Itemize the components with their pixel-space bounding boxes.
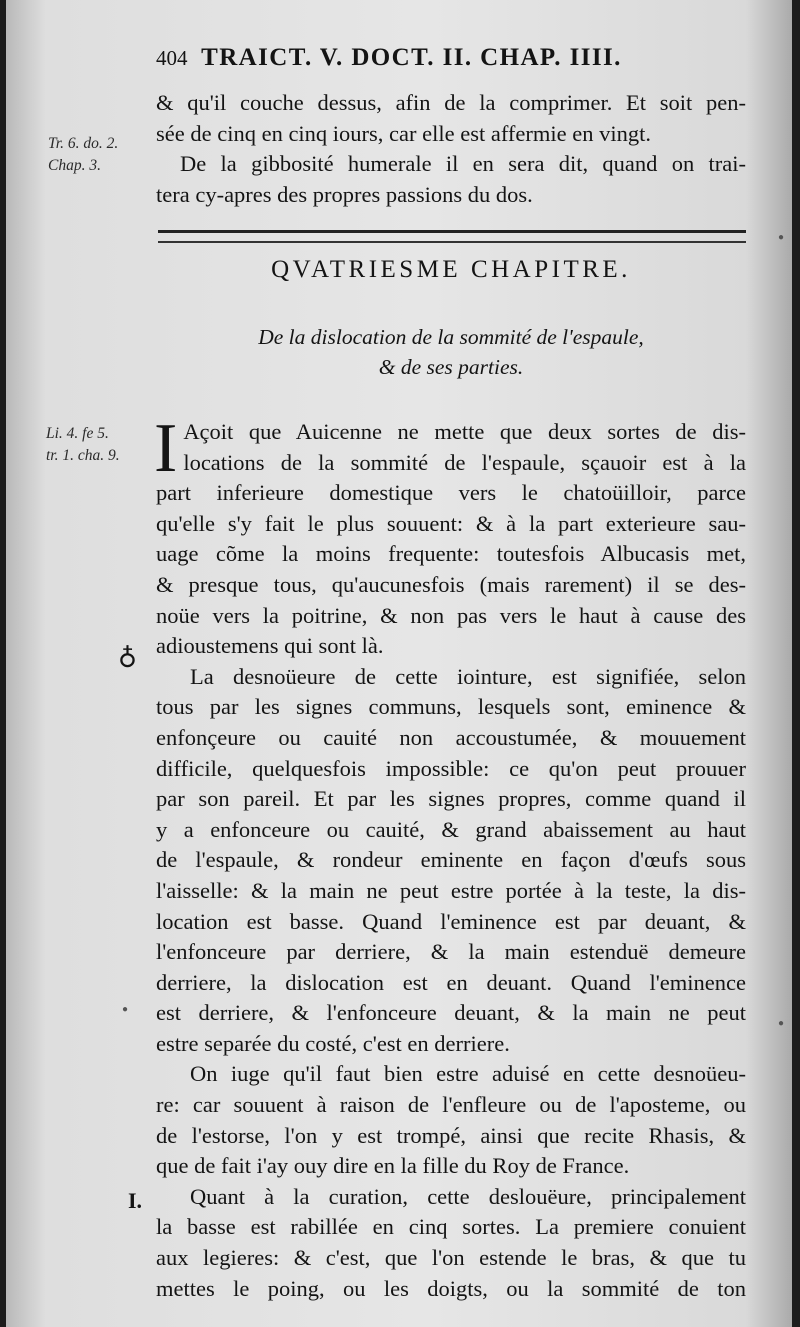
subtitle-line: & de ses parties.	[378, 355, 524, 379]
page-number: 404	[156, 46, 188, 70]
text-line: La desnoüeure de cette iointure, est signifiée, selon	[190, 663, 746, 689]
main-text-block	[154, 410, 746, 1304]
chapter-title: QVATRIESME CHAPITRE.	[271, 256, 631, 283]
ornamental-rule	[158, 230, 746, 243]
drop-cap: I	[154, 410, 178, 487]
margin-note-source	[46, 423, 120, 467]
text-line: & qu'il couche dessus, afin de la comprimer. Et soit pen-	[156, 90, 746, 115]
print-speck: ●	[778, 232, 785, 243]
text-line: re: car souuent à raison de l'enfleure ou de l'aposteme, ou	[156, 1092, 746, 1118]
text-line: que de fait i'ay ouy dire en la fille du Roy de France.	[156, 1153, 630, 1179]
text-line: location est basse. Quand l'eminence est par deuant, &	[156, 908, 746, 934]
text-line: uage cõme la moins frequente: toutesfois Albucasis met,	[156, 541, 746, 567]
chapter-subtitle	[156, 322, 746, 382]
text-line: de l'estorse, l'on y est trompé, ainsi que recite Rhasis, &	[156, 1122, 746, 1148]
text-line: De la gibbosité humerale il en sera dit, quand on trai-	[180, 151, 746, 177]
text-line: aux legieres: & c'est, que l'on estende le bras, & que tu	[156, 1245, 746, 1271]
text-line: difficile, quelquesfois impossible: ce qu'on peut prouuer	[156, 755, 746, 781]
text-line: estre separée du costé, c'est en derriere.	[156, 1030, 510, 1056]
text-line: derriere, la dislocation est en deuant. Quand l'eminence	[156, 969, 746, 995]
text-line: l'aisselle: & la main ne peut estre portée à la teste, la dis-	[156, 877, 746, 903]
text-line: par son pareil. Et par les signes propres, comme quand il	[156, 786, 746, 812]
text-line: y a enfonceure ou cauité, & grand abaissement au haut	[156, 816, 746, 842]
text-line: de l'espaule, & rondeur eminente en façon d'œufs sous	[156, 847, 746, 873]
margin-note-line: Li. 4. fe 5.	[46, 425, 109, 442]
text-line: Açoit que Auicenne ne mette que deux sortes de dis-	[183, 419, 746, 444]
running-header	[156, 44, 748, 72]
text-line: enfonçeure ou cauité non accoustumée, & mouuement	[156, 724, 746, 750]
text-line: adioustemens qui sont là.	[156, 633, 384, 659]
marginal-ornament-icon: ♁	[118, 641, 138, 670]
book-page	[6, 0, 792, 1327]
print-speck: ●	[122, 1004, 129, 1015]
text-line: l'enfonceure par derriere, & la main estenduë demeure	[156, 939, 746, 965]
top-text-block	[156, 88, 746, 210]
text-line: sée de cinq en cinq iours, car elle est affermie en vingt.	[156, 120, 652, 146]
margin-note-line: Chap. 3.	[48, 157, 101, 174]
text-line: qu'elle s'y fait le plus souuent: & à la part exterieure sau-	[156, 510, 746, 536]
margin-note-reference	[48, 133, 118, 177]
text-line: & presque tous, qu'aucunesfois (mais rarement) il se des-	[156, 571, 746, 597]
text-line: tous par les signes communs, lesquels sont, eminence &	[156, 694, 746, 720]
subtitle-line: De la dislocation de la sommité de l'espaule,	[258, 325, 644, 349]
text-line: mettes le poing, ou les doigts, ou la sommité de ton	[156, 1275, 746, 1301]
text-line: locations de la sommité de l'espaule, sçauoir est à la	[183, 449, 746, 475]
text-line: est derriere, & l'enfonceure deuant, & la main ne peut	[156, 1000, 746, 1026]
running-title: TRAICT. V. DOCT. II. CHAP. IIII.	[201, 44, 622, 71]
text-line: noüe vers la poitrine, & non pas vers le haut à cause des	[156, 602, 746, 628]
text-line: la basse est rabillée en cinq sortes. La premiere conuient	[156, 1214, 746, 1240]
text-line: Quant à la curation, cette deslouëure, principalement	[190, 1183, 746, 1209]
print-speck: ●	[778, 1018, 785, 1029]
text-line: tera cy-apres des propres passions du dos.	[156, 181, 533, 207]
text-line: On iuge qu'il faut bien estre aduisé en cette desnoüeu-	[190, 1061, 746, 1087]
section-number: I.	[128, 1188, 143, 1213]
margin-note-line: tr. 1. cha. 9.	[46, 447, 120, 464]
margin-note-line: Tr. 6. do. 2.	[48, 135, 119, 152]
text-line: part inferieure domestique vers le chatoüilloir, parce	[156, 480, 746, 506]
